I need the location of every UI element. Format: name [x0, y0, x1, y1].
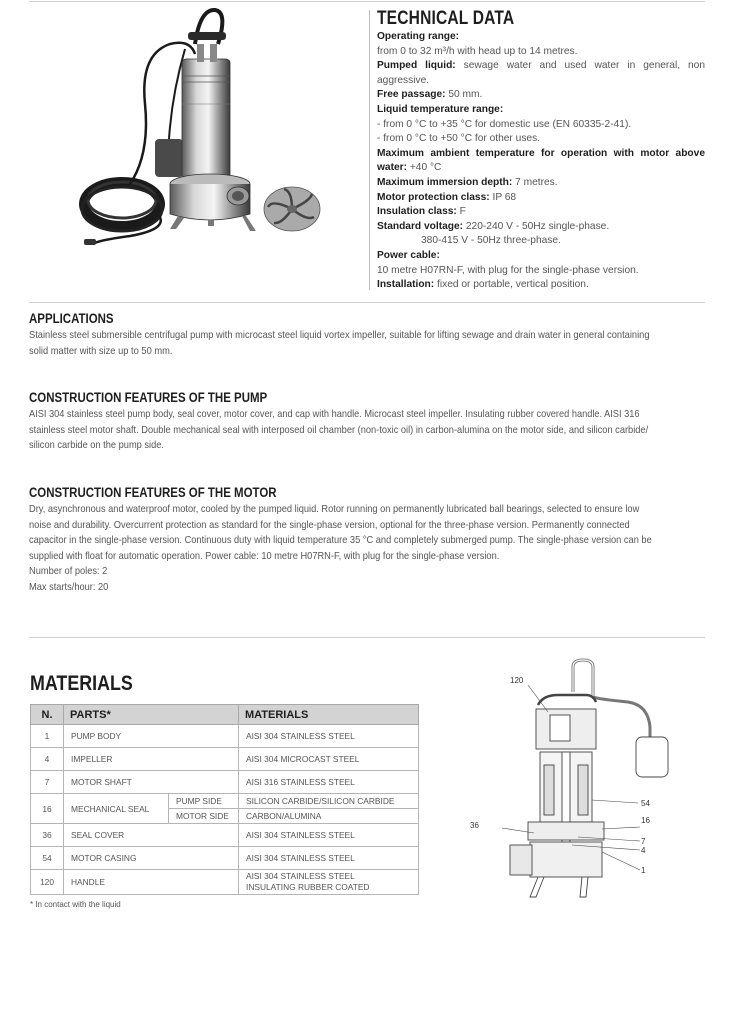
top-divider: [29, 1, 705, 2]
cross-section-diagram: [468, 657, 688, 902]
row-material: AISI 316 STAINLESS STEEL: [239, 771, 419, 794]
motor-features-line-1: Dry, asynchronous and waterproof motor, cooled by the pumped liquid. Rotor running on permanently lubricated ball bearings, selected to ensure low: [29, 504, 640, 515]
pumped-liquid-label: Pumped liquid:: [377, 60, 456, 72]
power-cable-label: Power cable:: [377, 249, 440, 261]
row-sub-material: SILICON CARBIDE/SILICON CARBIDE: [239, 794, 419, 809]
row-part: PUMP BODY: [64, 725, 239, 748]
motor-features-section: [29, 485, 705, 595]
row-material-line-1: AISI 304 STAINLESS STEEL: [246, 871, 355, 881]
number-of-poles: Number of poles: 2: [29, 566, 108, 577]
power-cable: [377, 249, 705, 278]
applications-line-2: solid matter with size up to 50 mm.: [29, 345, 173, 357]
max-ambient-value: +40 °C: [409, 162, 442, 174]
table-row: [31, 824, 419, 847]
row-number: 120: [31, 870, 64, 895]
materials-table: [30, 704, 419, 895]
section-divider: [29, 302, 705, 303]
max-ambient-temperature: [377, 147, 705, 176]
installation: [377, 278, 705, 293]
table-row: [31, 870, 419, 895]
row-number: 1: [31, 725, 64, 748]
motor-protection-value: IP 68: [492, 191, 517, 203]
row-part: HANDLE: [64, 870, 239, 895]
float-switch: [155, 139, 183, 177]
impeller-photo: [264, 187, 320, 231]
motor-protection-class: [377, 191, 705, 206]
row-sub-side: MOTOR SIDE: [169, 809, 239, 824]
row-number: 36: [31, 824, 64, 847]
row-part: SEAL COVER: [64, 824, 239, 847]
max-immersion-label: Maximum immersion depth:: [377, 176, 513, 188]
voltage-label: Standard voltage:: [377, 220, 464, 232]
motor-features-title: CONSTRUCTION FEATURES OF THE MOTOR: [29, 485, 277, 500]
technical-data-title: TECHNICAL DATA: [377, 8, 515, 29]
row-number: 54: [31, 847, 64, 870]
motor-protection-label: Motor protection class:: [377, 191, 490, 203]
pump-features-line-3: silicon carbide on the pump side.: [29, 440, 164, 451]
materials-title: MATERIALS: [30, 672, 133, 695]
motor-features-line-2: noise and durability. Overcurrent protection as standard for the single-phase version, optional for the three-phase version. Permanently connected: [29, 519, 630, 531]
row-part: MECHANICAL SEAL: [64, 794, 169, 824]
voltage-line-2: 380-415 V - 50Hz three-phase.: [421, 235, 561, 247]
max-immersion-value: 7 metres.: [515, 176, 558, 188]
float-switch-diagram: [636, 737, 668, 777]
motor-features-line-3: capacitor in the single-phase version. Continuous duty with liquid temperature 35 °C and completely submerged pump. The single-phase version can be: [29, 535, 652, 546]
callout-54: 54: [641, 799, 650, 808]
row-number: 16: [31, 794, 64, 824]
row-number: 4: [31, 748, 64, 771]
pump-features-line-2: stainless steel motor shaft. Double mechanical seal with interposed oil chamber (non-toxic oil) in carbon-alumina on the motor side, and silicon carbide/: [29, 424, 649, 436]
installation-value: fixed or portable, vertical position.: [437, 279, 589, 291]
row-part: MOTOR SHAFT: [64, 771, 239, 794]
power-cable-value: 10 metre H07RN-F, with plug for the single-phase version.: [377, 264, 639, 276]
insulation-class: [377, 205, 705, 220]
row-material: [239, 870, 419, 895]
table-footnote: * In contact with the liquid: [30, 900, 121, 909]
pump-features-section: [29, 390, 705, 454]
row-material: AISI 304 STAINLESS STEEL: [239, 824, 419, 847]
row-material: AISI 304 STAINLESS STEEL: [239, 847, 419, 870]
row-part: MOTOR CASING: [64, 847, 239, 870]
row-material: AISI 304 STAINLESS STEEL: [239, 725, 419, 748]
liquid-temp-line-2: - from 0 °C to +50 °C for other uses.: [377, 133, 541, 145]
header-n: N.: [31, 705, 64, 725]
operating-range-value: from 0 to 32 m³/h with head up to 14 metres.: [377, 45, 578, 57]
row-part: IMPELLER: [64, 748, 239, 771]
motor-body: [182, 59, 230, 184]
table-row: [31, 771, 419, 794]
insulation-value: F: [459, 206, 466, 218]
pump-features-line-1: AISI 304 stainless steel pump body, seal cover, motor cover, and cap with handle. Microcast steel impeller. Insulating rubber covered handle. AISI 316: [29, 409, 640, 420]
table-header-row: [31, 705, 419, 725]
table-row: [31, 748, 419, 771]
applications-section: [29, 311, 705, 359]
header-materials: MATERIALS: [239, 705, 419, 725]
liquid-temp-line-1: - from 0 °C to +35 °C for domestic use (EN 60335-2-41).: [377, 118, 632, 130]
max-ambient-label: Maximum ambient temperature for operation with motor above water:: [377, 147, 705, 174]
applications-line-1: Stainless steel submersible centrifugal pump with microcast steel liquid vortex impeller, suitable for lifting sewage and drain water in general containing: [29, 330, 650, 341]
header-parts: PARTS*: [64, 705, 239, 725]
section-divider: [29, 637, 705, 638]
row-sub-material: CARBON/ALUMINA: [239, 809, 419, 824]
free-passage-label: Free passage:: [377, 89, 446, 101]
callout-16: 16: [641, 816, 650, 825]
free-passage-value: 50 mm.: [448, 89, 483, 101]
installation-label: Installation:: [377, 279, 435, 291]
insulation-label: Insulation class:: [377, 206, 457, 218]
operating-range-label: Operating range:: [377, 31, 460, 42]
table-row: [31, 725, 419, 748]
row-number: 7: [31, 771, 64, 794]
vertical-divider: [369, 10, 370, 290]
callout-1: 1: [641, 866, 646, 875]
free-passage: [377, 88, 705, 103]
callout-7: 7: [641, 837, 646, 846]
liquid-temp-label: Liquid temperature range:: [377, 103, 504, 115]
motor-features-line-4: supplied with float for automatic operation. Power cable: 10 metre H07RN-F, with plug for the single-phase version.: [29, 550, 500, 562]
pumped-liquid: [377, 59, 705, 88]
product-photo: [60, 4, 360, 254]
pumped-liquid-value: sewage water and used water in general, non aggressive.: [377, 60, 705, 86]
standard-voltage: [377, 220, 705, 249]
applications-title: APPLICATIONS: [29, 311, 114, 326]
row-material-line-2: INSULATING RUBBER COATED: [246, 882, 370, 892]
max-immersion-depth: [377, 176, 705, 191]
plug-icon: [84, 239, 96, 245]
max-starts-per-hour: Max starts/hour: 20: [29, 581, 109, 593]
row-sub-side: PUMP SIDE: [169, 794, 239, 809]
table-row: [31, 847, 419, 870]
pump-features-title: CONSTRUCTION FEATURES OF THE PUMP: [29, 390, 268, 405]
voltage-line-1: 220-240 V - 50Hz single-phase.: [465, 220, 610, 232]
callout-4: 4: [641, 846, 646, 855]
technical-data: [377, 9, 705, 293]
callout-36: 36: [470, 821, 479, 830]
row-material: AISI 304 MICROCAST STEEL: [239, 748, 419, 771]
liquid-temperature: [377, 103, 705, 147]
table-row: [31, 794, 419, 809]
operating-range: [377, 30, 705, 59]
callout-120: 120: [510, 676, 524, 685]
